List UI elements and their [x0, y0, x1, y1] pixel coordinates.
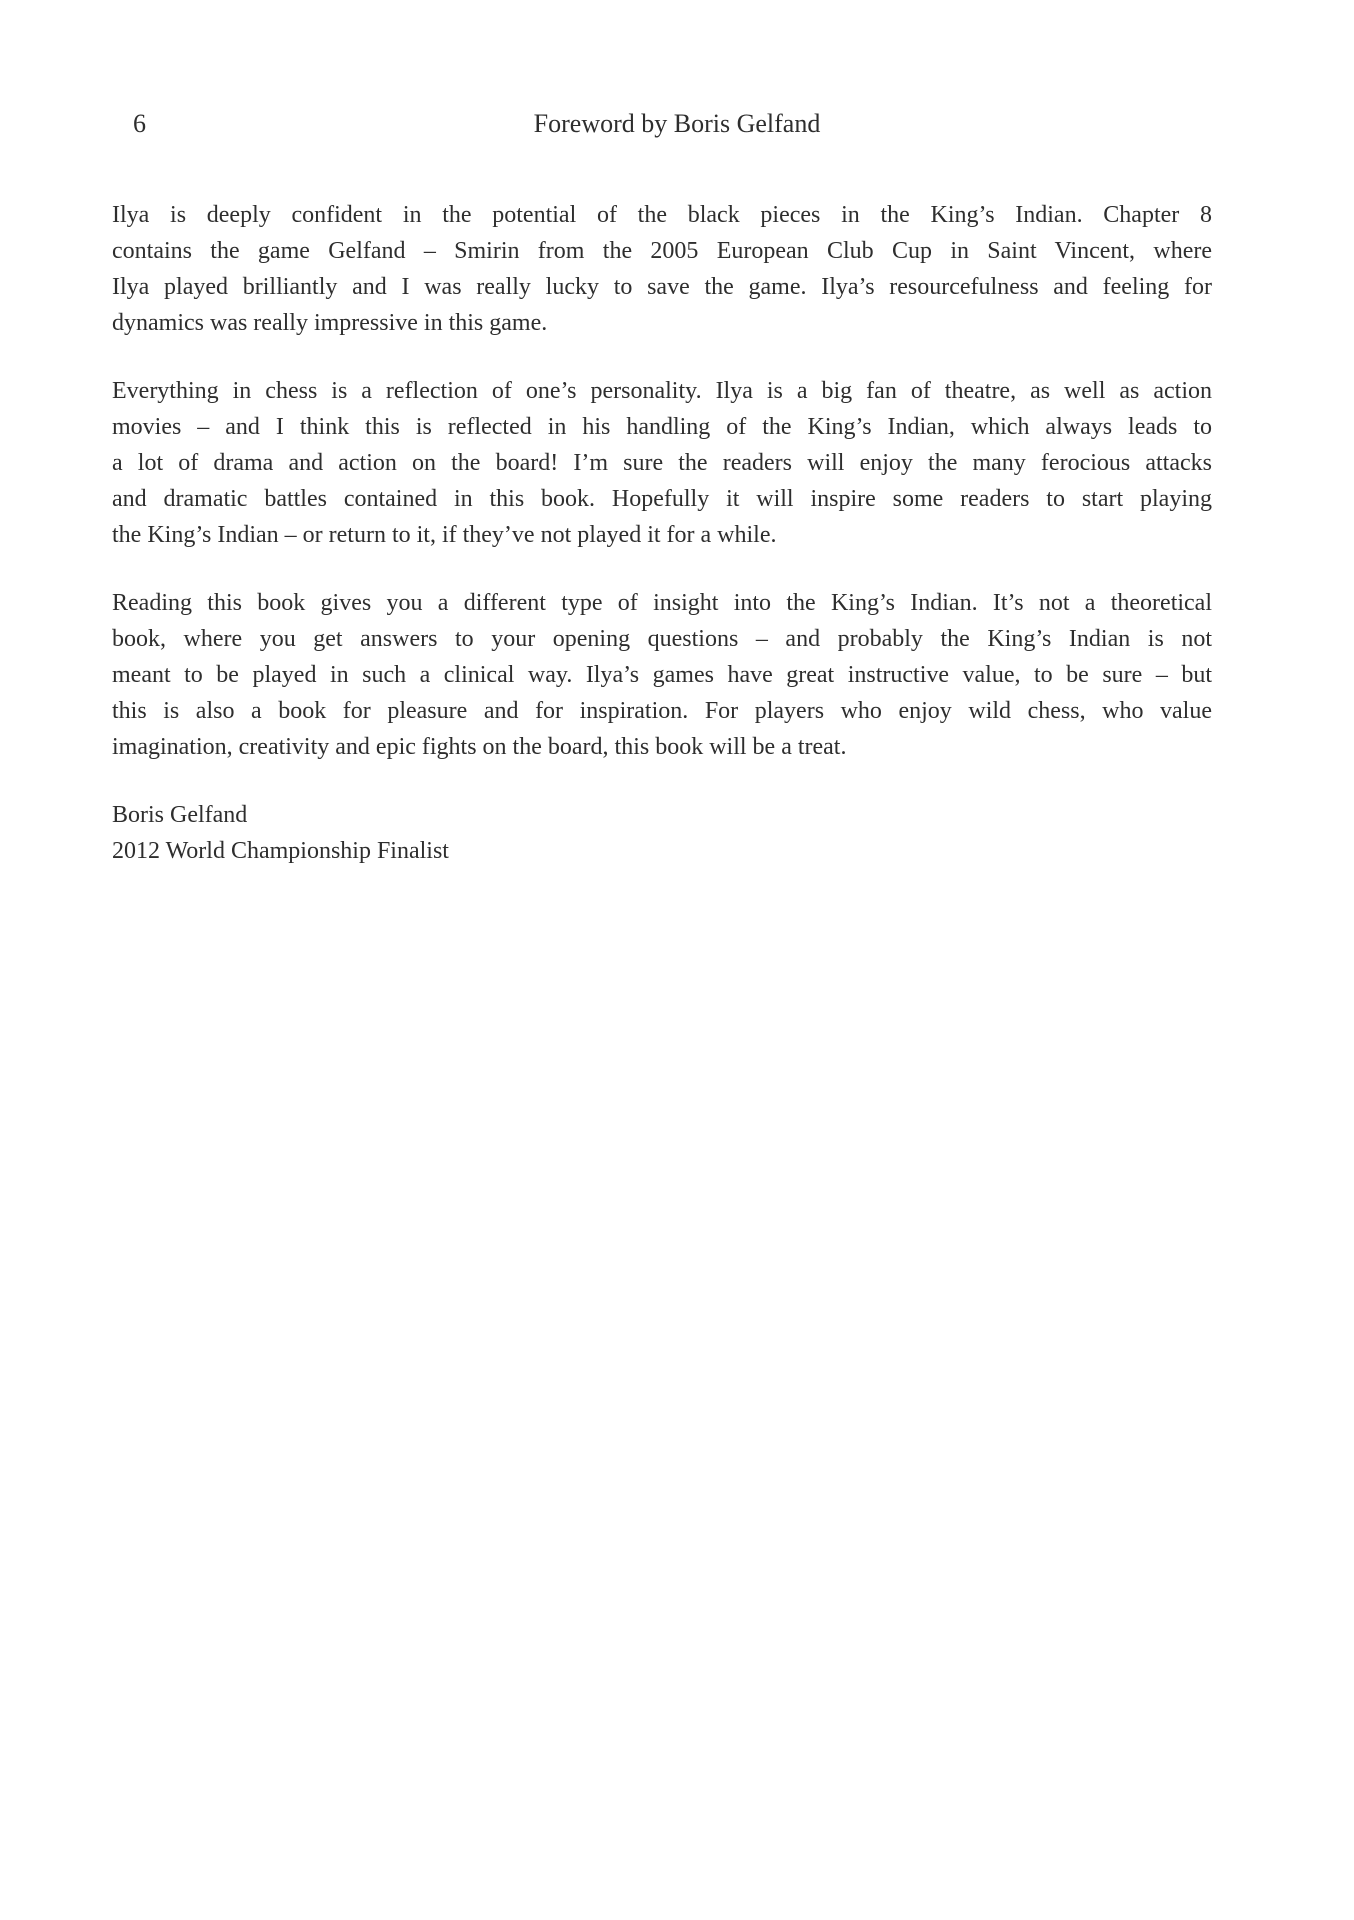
text-line: imagination, creativity and epic fights on the board, this book will be a treat. [112, 734, 847, 760]
signature-block [112, 797, 1212, 869]
text-line: this is also a book for pleasure and for inspiration. For players who enjoy wild chess, who value [112, 698, 1212, 724]
text-line: Ilya is deeply confident in the potential of the black pieces in the King’s Indian. Chapter 8 [112, 202, 1212, 228]
paragraph-1 [112, 197, 1212, 341]
text-line: the King’s Indian – or return to it, if they’ve not played it for a while. [112, 522, 777, 548]
text-line: dynamics was really impressive in this game. [112, 310, 548, 336]
page-title: Foreword by Boris Gelfand [533, 109, 821, 138]
signature-name: Boris Gelfand [112, 802, 248, 828]
signature-credential: 2012 World Championship Finalist [112, 838, 449, 864]
foreword-body [112, 197, 1212, 901]
paragraph-3 [112, 585, 1212, 765]
text-line: a lot of drama and action on the board! I’m sure the readers will enjoy the many ferocious attacks [112, 450, 1212, 476]
text-line: Everything in chess is a reflection of one’s personality. Ilya is a big fan of theatre, as well as action [112, 378, 1212, 404]
text-line: and dramatic battles contained in this book. Hopefully it will inspire some readers to start playing [112, 486, 1212, 512]
paragraph-2 [112, 373, 1212, 553]
page-header [0, 108, 1354, 140]
text-line: book, where you get answers to your opening questions – and probably the King’s Indian is not [112, 626, 1212, 652]
page-number: 6 [133, 109, 146, 138]
text-line: movies – and I think this is reflected in his handling of the King’s Indian, which always leads to [112, 414, 1212, 440]
text-line: Reading this book gives you a different type of insight into the King’s Indian. It’s not a theoretical [112, 590, 1212, 616]
text-line: contains the game Gelfand – Smirin from the 2005 European Club Cup in Saint Vincent, where [112, 238, 1212, 264]
text-line: Ilya played brilliantly and I was really lucky to save the game. Ilya’s resourcefulness and feeling for [112, 274, 1212, 300]
text-line: meant to be played in such a clinical way. Ilya’s games have great instructive value, to be sure – but [112, 662, 1212, 688]
